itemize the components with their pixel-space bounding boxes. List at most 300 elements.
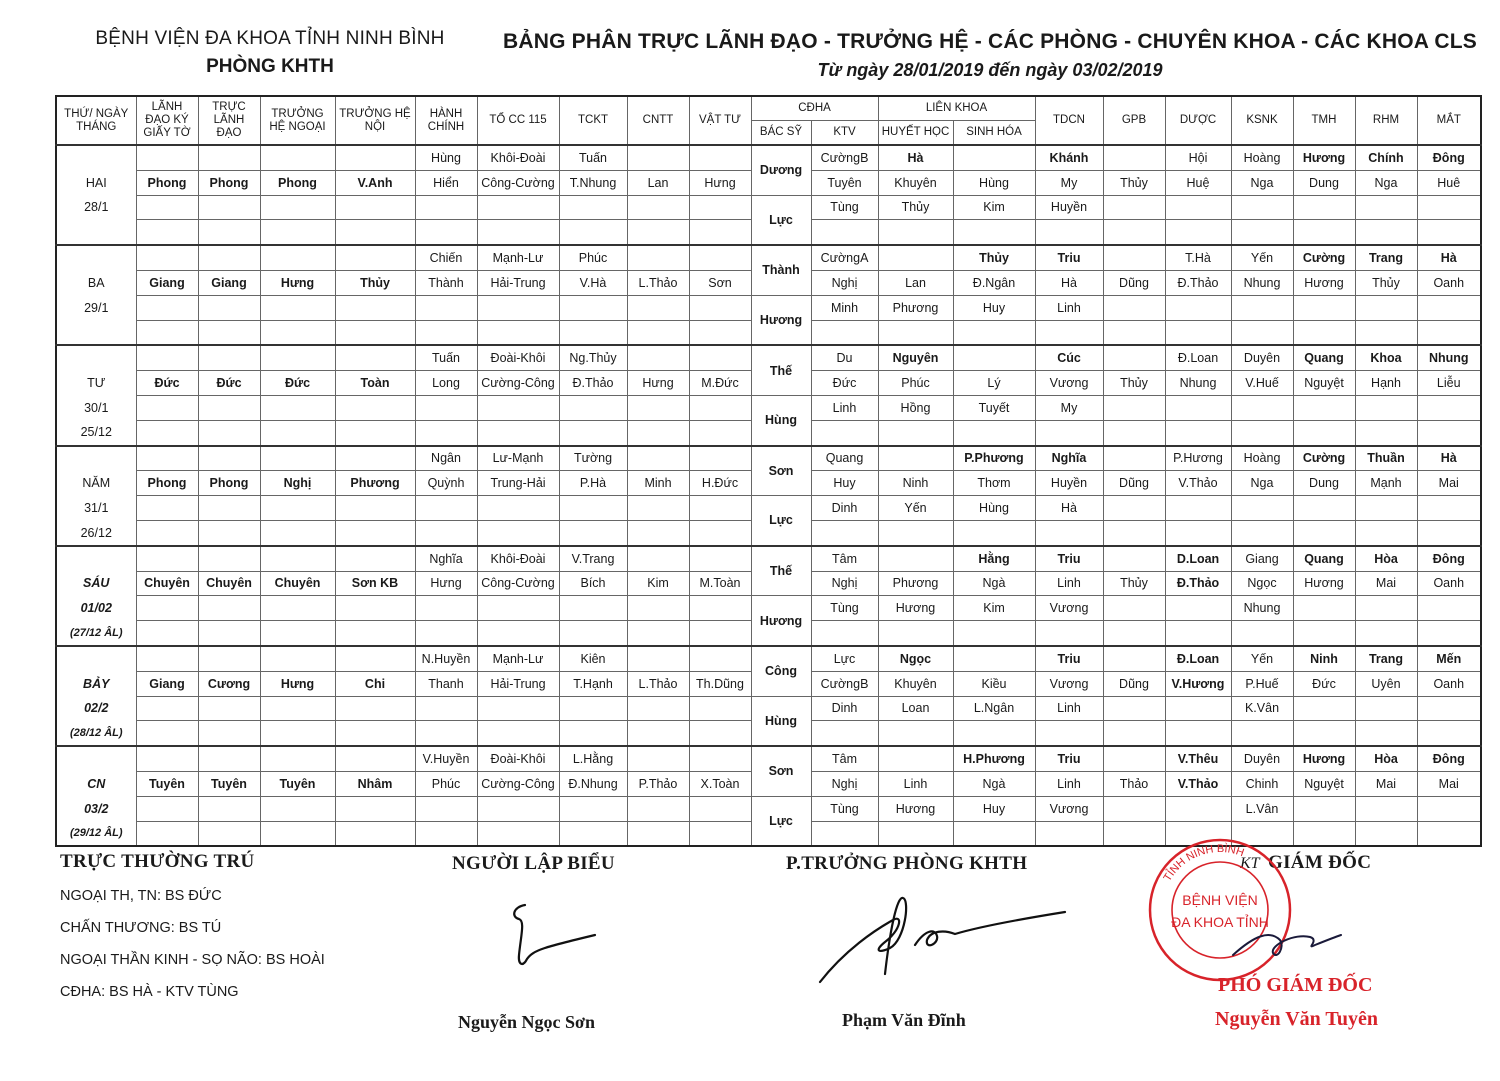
cell-hanh-chinh: N.Huyền bbox=[415, 646, 477, 671]
cell-gpb: Thủy bbox=[1103, 170, 1165, 195]
cell-ktv: Minh bbox=[811, 295, 878, 320]
cell-truong-he-ngoai bbox=[260, 646, 335, 671]
cell-hanh-chinh: Phúc bbox=[415, 771, 477, 796]
cell-ktv: Tâm bbox=[811, 546, 878, 571]
cell-to-cc-115 bbox=[477, 220, 559, 245]
cell-gpb bbox=[1103, 145, 1165, 170]
cell-vat-tu bbox=[689, 496, 751, 521]
cell-truong-he-noi bbox=[335, 721, 415, 746]
cell-vat-tu bbox=[689, 520, 751, 545]
cell-ksnk: P.Huế bbox=[1231, 671, 1293, 696]
col-day: THỨ/ NGÀY THÁNG bbox=[56, 96, 136, 145]
cell-tdcn: Vương bbox=[1035, 796, 1103, 821]
cell-ktv bbox=[811, 621, 878, 646]
resident-line: NGOẠI TH, TN: BS ĐỨC bbox=[60, 888, 222, 904]
cell-gpb bbox=[1103, 295, 1165, 320]
cell-gpb bbox=[1103, 621, 1165, 646]
cell-tdcn: Linh bbox=[1035, 696, 1103, 721]
cell-day: 31/1 bbox=[56, 496, 136, 521]
cell-mat bbox=[1417, 496, 1481, 521]
cell-ksnk bbox=[1231, 520, 1293, 545]
cell-vat-tu bbox=[689, 621, 751, 646]
cell-to-cc-115: Đoài-Khôi bbox=[477, 345, 559, 370]
cell-gpb bbox=[1103, 195, 1165, 220]
col-truong-he-ngoai: TRƯỞNG HỆ NGOẠI bbox=[260, 96, 335, 145]
resident-line: NGOẠI THẦN KINH - SỌ NÃO: BS HOÀI bbox=[60, 952, 325, 968]
cell-lanh-dao-ky bbox=[136, 546, 198, 571]
cell-day bbox=[56, 220, 136, 245]
cell-hanh-chinh bbox=[415, 796, 477, 821]
cell-tdcn: Linh bbox=[1035, 295, 1103, 320]
cell-duoc bbox=[1165, 721, 1231, 746]
cell-gpb bbox=[1103, 796, 1165, 821]
table-row bbox=[56, 696, 1481, 721]
cell-truc-lanh-dao bbox=[198, 295, 260, 320]
cell-rhm: Hạnh bbox=[1355, 371, 1417, 396]
cell-duoc: Huệ bbox=[1165, 170, 1231, 195]
cell-ksnk: V.Huế bbox=[1231, 371, 1293, 396]
cell-duoc: Đ.Loan bbox=[1165, 646, 1231, 671]
cell-truong-he-noi bbox=[335, 195, 415, 220]
cell-bac-sy: Hùng bbox=[751, 395, 811, 445]
col-sinh-hoa: SINH HÓA bbox=[953, 120, 1035, 145]
cell-tdcn bbox=[1035, 220, 1103, 245]
cell-tdcn: Triu bbox=[1035, 646, 1103, 671]
cell-duoc bbox=[1165, 195, 1231, 220]
cell-ktv: CườngB bbox=[811, 671, 878, 696]
col-cdha: CĐHA bbox=[751, 96, 878, 120]
deputy-head-name: Phạm Văn Đĩnh bbox=[842, 1010, 966, 1030]
cell-ksnk: Nga bbox=[1231, 471, 1293, 496]
cell-ksnk bbox=[1231, 721, 1293, 746]
table-row bbox=[56, 546, 1481, 571]
table-row bbox=[56, 345, 1481, 370]
cell-day: 28/1 bbox=[56, 195, 136, 220]
cell-to-cc-115: Cường-Công bbox=[477, 371, 559, 396]
cell-ksnk: K.Vân bbox=[1231, 696, 1293, 721]
cell-cntt bbox=[627, 520, 689, 545]
cell-rhm: Mạnh bbox=[1355, 471, 1417, 496]
cell-rhm: Hòa bbox=[1355, 546, 1417, 571]
cell-ksnk: Ngọc bbox=[1231, 571, 1293, 596]
cell-vat-tu bbox=[689, 320, 751, 345]
cell-vat-tu bbox=[689, 596, 751, 621]
cell-truong-he-ngoai bbox=[260, 721, 335, 746]
cell-truc-lanh-dao bbox=[198, 245, 260, 270]
stamp-line: ĐA KHOA TỈNH bbox=[1171, 914, 1269, 930]
cell-tmh bbox=[1293, 295, 1355, 320]
cell-duoc: P.Hương bbox=[1165, 446, 1231, 471]
cell-vat-tu bbox=[689, 420, 751, 445]
col-huyet-hoc: HUYẾT HỌC bbox=[878, 120, 953, 145]
cell-day: 25/12 bbox=[56, 420, 136, 445]
cell-bac-sy: Thế bbox=[751, 546, 811, 596]
cell-huyet-hoc: Lan bbox=[878, 270, 953, 295]
cell-bac-sy: Công bbox=[751, 646, 811, 696]
cell-mat bbox=[1417, 395, 1481, 420]
cell-hanh-chinh bbox=[415, 520, 477, 545]
cell-cntt bbox=[627, 320, 689, 345]
cell-truc-lanh-dao bbox=[198, 420, 260, 445]
cell-truc-lanh-dao bbox=[198, 220, 260, 245]
cell-day: TƯ bbox=[56, 371, 136, 396]
cell-lanh-dao-ky bbox=[136, 821, 198, 846]
cell-hanh-chinh: Long bbox=[415, 371, 477, 396]
cell-lanh-dao-ky bbox=[136, 721, 198, 746]
cell-huyet-hoc: Ngọc bbox=[878, 646, 953, 671]
cell-tdcn bbox=[1035, 621, 1103, 646]
cell-tdcn: Triu bbox=[1035, 746, 1103, 771]
cell-rhm: Khoa bbox=[1355, 345, 1417, 370]
cell-tckt: Kiên bbox=[559, 646, 627, 671]
cell-vat-tu bbox=[689, 646, 751, 671]
cell-truc-lanh-dao: Cương bbox=[198, 671, 260, 696]
cell-rhm: Hòa bbox=[1355, 746, 1417, 771]
table-row bbox=[56, 395, 1481, 420]
cell-sinh-hoa: Tuyết bbox=[953, 395, 1035, 420]
cell-ksnk bbox=[1231, 420, 1293, 445]
date-range: Từ ngày 28/01/2019 đến ngày 03/02/2019 bbox=[817, 60, 1163, 80]
cell-tdcn: Triu bbox=[1035, 245, 1103, 270]
cell-lanh-dao-ky: Phong bbox=[136, 170, 198, 195]
cell-tckt: Bích bbox=[559, 571, 627, 596]
cell-bac-sy: Sơn bbox=[751, 746, 811, 796]
cell-cntt bbox=[627, 821, 689, 846]
cell-truong-he-noi bbox=[335, 646, 415, 671]
cell-cntt bbox=[627, 746, 689, 771]
cell-lanh-dao-ky bbox=[136, 295, 198, 320]
cell-ktv: Nghị bbox=[811, 270, 878, 295]
cell-truong-he-noi: Phương bbox=[335, 471, 415, 496]
cell-mat bbox=[1417, 596, 1481, 621]
cell-vat-tu: Th.Dũng bbox=[689, 671, 751, 696]
cell-rhm bbox=[1355, 621, 1417, 646]
cell-ksnk bbox=[1231, 496, 1293, 521]
cell-mat bbox=[1417, 320, 1481, 345]
cell-tdcn: Linh bbox=[1035, 771, 1103, 796]
cell-truong-he-ngoai: Phong bbox=[260, 170, 335, 195]
cell-truc-lanh-dao bbox=[198, 345, 260, 370]
cell-lanh-dao-ky bbox=[136, 796, 198, 821]
cell-sinh-hoa: Huy bbox=[953, 295, 1035, 320]
cell-sinh-hoa bbox=[953, 345, 1035, 370]
cell-rhm: Uyên bbox=[1355, 671, 1417, 696]
cell-ktv bbox=[811, 821, 878, 846]
cell-lanh-dao-ky bbox=[136, 496, 198, 521]
cell-mat bbox=[1417, 821, 1481, 846]
cell-to-cc-115: Trung-Hải bbox=[477, 471, 559, 496]
cell-truong-he-ngoai bbox=[260, 395, 335, 420]
cell-tdcn bbox=[1035, 320, 1103, 345]
cell-tmh: Cường bbox=[1293, 245, 1355, 270]
cell-cntt bbox=[627, 420, 689, 445]
cell-huyet-hoc bbox=[878, 245, 953, 270]
cell-to-cc-115: Hải-Trung bbox=[477, 270, 559, 295]
cell-lanh-dao-ky bbox=[136, 320, 198, 345]
resident-title: TRỰC THƯỜNG TRÚ bbox=[60, 851, 255, 872]
cell-bac-sy: Hương bbox=[751, 596, 811, 646]
cell-huyet-hoc: Phương bbox=[878, 571, 953, 596]
col-hanh-chinh: HÀNH CHÍNH bbox=[415, 96, 477, 145]
cell-cntt: Hưng bbox=[627, 371, 689, 396]
cell-gpb bbox=[1103, 320, 1165, 345]
cell-lanh-dao-ky bbox=[136, 145, 198, 170]
cell-rhm bbox=[1355, 696, 1417, 721]
cell-tdcn bbox=[1035, 420, 1103, 445]
cell-ktv bbox=[811, 420, 878, 445]
cell-ksnk bbox=[1231, 295, 1293, 320]
cell-truc-lanh-dao bbox=[198, 496, 260, 521]
col-mat: MẮT bbox=[1417, 96, 1481, 145]
cell-huyet-hoc: Hồng bbox=[878, 395, 953, 420]
cell-ktv: Đức bbox=[811, 371, 878, 396]
cell-gpb bbox=[1103, 596, 1165, 621]
cell-huyet-hoc: Hà bbox=[878, 145, 953, 170]
cell-truong-he-ngoai: Hưng bbox=[260, 671, 335, 696]
cell-huyet-hoc: Yến bbox=[878, 496, 953, 521]
cell-ksnk: Nhung bbox=[1231, 596, 1293, 621]
cell-huyet-hoc: Khuyên bbox=[878, 671, 953, 696]
cell-to-cc-115: Công-Cường bbox=[477, 170, 559, 195]
table-row bbox=[56, 295, 1481, 320]
cell-hanh-chinh: Nghĩa bbox=[415, 546, 477, 571]
cell-truc-lanh-dao bbox=[198, 520, 260, 545]
cell-mat bbox=[1417, 420, 1481, 445]
cell-mat bbox=[1417, 195, 1481, 220]
col-gpb: GPB bbox=[1103, 96, 1165, 145]
cell-ksnk: Hoàng bbox=[1231, 446, 1293, 471]
cell-hanh-chinh: Thành bbox=[415, 270, 477, 295]
cell-lanh-dao-ky: Giang bbox=[136, 270, 198, 295]
cell-day: (29/12 ÂL) bbox=[56, 821, 136, 846]
cell-tckt bbox=[559, 320, 627, 345]
col-rhm: RHM bbox=[1355, 96, 1417, 145]
cell-tckt bbox=[559, 195, 627, 220]
cell-cntt: Kim bbox=[627, 571, 689, 596]
cell-tckt: Phúc bbox=[559, 245, 627, 270]
cell-gpb bbox=[1103, 395, 1165, 420]
cell-mat: Mai bbox=[1417, 771, 1481, 796]
cell-sinh-hoa bbox=[953, 420, 1035, 445]
cell-truc-lanh-dao: Đức bbox=[198, 371, 260, 396]
cell-vat-tu bbox=[689, 220, 751, 245]
cell-lanh-dao-ky bbox=[136, 345, 198, 370]
cell-ksnk: Yến bbox=[1231, 646, 1293, 671]
cell-lanh-dao-ky bbox=[136, 220, 198, 245]
cell-lanh-dao-ky: Tuyên bbox=[136, 771, 198, 796]
cell-bac-sy: Thành bbox=[751, 245, 811, 295]
cell-ksnk bbox=[1231, 320, 1293, 345]
cell-truc-lanh-dao bbox=[198, 646, 260, 671]
cell-truong-he-ngoai bbox=[260, 621, 335, 646]
cell-to-cc-115 bbox=[477, 295, 559, 320]
cell-to-cc-115: Khôi-Đoài bbox=[477, 145, 559, 170]
deputy-head-signature bbox=[815, 890, 1075, 990]
deputy-head-title: P.TRƯỞNG PHÒNG KHTH bbox=[786, 853, 1028, 874]
cell-lanh-dao-ky bbox=[136, 596, 198, 621]
cell-hanh-chinh bbox=[415, 821, 477, 846]
cell-lanh-dao-ky bbox=[136, 696, 198, 721]
cell-ktv: Du bbox=[811, 345, 878, 370]
cell-truc-lanh-dao bbox=[198, 446, 260, 471]
cell-sinh-hoa bbox=[953, 320, 1035, 345]
cell-ksnk: Yến bbox=[1231, 245, 1293, 270]
cell-mat bbox=[1417, 621, 1481, 646]
cell-to-cc-115 bbox=[477, 420, 559, 445]
cell-mat bbox=[1417, 520, 1481, 545]
cell-ksnk: Nga bbox=[1231, 170, 1293, 195]
cell-duoc bbox=[1165, 621, 1231, 646]
cell-gpb: Dũng bbox=[1103, 471, 1165, 496]
cell-truc-lanh-dao bbox=[198, 696, 260, 721]
cell-to-cc-115 bbox=[477, 621, 559, 646]
cell-tdcn: Vương bbox=[1035, 671, 1103, 696]
cell-to-cc-115 bbox=[477, 496, 559, 521]
cell-rhm: Thuần bbox=[1355, 446, 1417, 471]
cell-truong-he-ngoai bbox=[260, 696, 335, 721]
cell-ktv: CườngB bbox=[811, 145, 878, 170]
col-to-cc-115: TỔ CC 115 bbox=[477, 96, 559, 145]
cell-gpb: Thủy bbox=[1103, 371, 1165, 396]
cell-ksnk bbox=[1231, 195, 1293, 220]
col-ktv: KTV bbox=[811, 120, 878, 145]
cell-day bbox=[56, 646, 136, 671]
cell-truong-he-noi: V.Anh bbox=[335, 170, 415, 195]
cell-cntt bbox=[627, 345, 689, 370]
cell-ktv: Dinh bbox=[811, 496, 878, 521]
cell-to-cc-115 bbox=[477, 696, 559, 721]
cell-tmh: Hương bbox=[1293, 746, 1355, 771]
cell-vat-tu bbox=[689, 395, 751, 420]
cell-huyet-hoc bbox=[878, 821, 953, 846]
cell-truc-lanh-dao bbox=[198, 746, 260, 771]
cell-to-cc-115 bbox=[477, 821, 559, 846]
cell-cntt bbox=[627, 195, 689, 220]
cell-huyet-hoc: Linh bbox=[878, 771, 953, 796]
cell-rhm: Chính bbox=[1355, 145, 1417, 170]
cell-tckt: L.Hằng bbox=[559, 746, 627, 771]
cell-mat: Huê bbox=[1417, 170, 1481, 195]
cell-tckt bbox=[559, 520, 627, 545]
cell-truc-lanh-dao: Phong bbox=[198, 471, 260, 496]
cell-hanh-chinh: Thanh bbox=[415, 671, 477, 696]
col-truc-lanh-dao: TRỰC LÃNH ĐẠO bbox=[198, 96, 260, 145]
cell-tckt: P.Hà bbox=[559, 471, 627, 496]
cell-tckt: T.Hạnh bbox=[559, 671, 627, 696]
cell-duoc: Đ.Thảo bbox=[1165, 270, 1231, 295]
department-name: PHÒNG KHTH bbox=[206, 56, 334, 77]
cell-tckt: Đ.Thảo bbox=[559, 371, 627, 396]
cell-huyet-hoc bbox=[878, 746, 953, 771]
stamp-line: BỆNH VIỆN bbox=[1182, 892, 1258, 908]
stamp-ring-text: TỈNH NINH BÌNH bbox=[1161, 842, 1246, 884]
cell-truong-he-ngoai: Hưng bbox=[260, 270, 335, 295]
cell-cntt bbox=[627, 496, 689, 521]
table-row bbox=[56, 145, 1481, 170]
cell-day: (28/12 ÂL) bbox=[56, 721, 136, 746]
table-row bbox=[56, 746, 1481, 771]
cell-day bbox=[56, 546, 136, 571]
cell-gpb bbox=[1103, 446, 1165, 471]
cell-day: 01/02 bbox=[56, 596, 136, 621]
cell-duoc bbox=[1165, 796, 1231, 821]
cell-day: BA bbox=[56, 270, 136, 295]
cell-huyet-hoc bbox=[878, 721, 953, 746]
cell-truong-he-ngoai bbox=[260, 496, 335, 521]
cell-ktv: Huy bbox=[811, 471, 878, 496]
cell-to-cc-115: Công-Cường bbox=[477, 571, 559, 596]
resident-list bbox=[60, 888, 325, 1016]
table-row bbox=[56, 646, 1481, 671]
cell-tmh: Ninh bbox=[1293, 646, 1355, 671]
cell-hanh-chinh bbox=[415, 295, 477, 320]
cell-cntt: L.Thảo bbox=[627, 270, 689, 295]
cell-truong-he-noi: Nhâm bbox=[335, 771, 415, 796]
cell-truong-he-ngoai bbox=[260, 145, 335, 170]
cell-sinh-hoa: Ngà bbox=[953, 571, 1035, 596]
cell-tckt bbox=[559, 821, 627, 846]
cell-gpb bbox=[1103, 646, 1165, 671]
cell-ksnk bbox=[1231, 220, 1293, 245]
cell-hanh-chinh bbox=[415, 596, 477, 621]
cell-day bbox=[56, 746, 136, 771]
cell-sinh-hoa bbox=[953, 520, 1035, 545]
director-signature bbox=[1225, 915, 1345, 975]
cell-tdcn: Hà bbox=[1035, 496, 1103, 521]
table-row bbox=[56, 796, 1481, 821]
cell-truong-he-ngoai bbox=[260, 546, 335, 571]
cell-duoc bbox=[1165, 596, 1231, 621]
cell-cntt: P.Thảo bbox=[627, 771, 689, 796]
cell-truc-lanh-dao: Giang bbox=[198, 270, 260, 295]
cell-truong-he-ngoai: Chuyên bbox=[260, 571, 335, 596]
cell-duoc: Hội bbox=[1165, 145, 1231, 170]
cell-truong-he-ngoai bbox=[260, 320, 335, 345]
cell-lanh-dao-ky bbox=[136, 520, 198, 545]
cell-cntt bbox=[627, 220, 689, 245]
cell-ksnk: Chinh bbox=[1231, 771, 1293, 796]
cell-vat-tu: M.Toàn bbox=[689, 571, 751, 596]
cell-truong-he-noi bbox=[335, 696, 415, 721]
cell-to-cc-115 bbox=[477, 520, 559, 545]
cell-tckt: Đ.Nhung bbox=[559, 771, 627, 796]
cell-truong-he-ngoai bbox=[260, 520, 335, 545]
cell-sinh-hoa: Hằng bbox=[953, 546, 1035, 571]
cell-truc-lanh-dao bbox=[198, 395, 260, 420]
col-tdcn: TDCN bbox=[1035, 96, 1103, 145]
cell-hanh-chinh bbox=[415, 320, 477, 345]
cell-truong-he-noi bbox=[335, 145, 415, 170]
cell-vat-tu: H.Đức bbox=[689, 471, 751, 496]
cell-truong-he-noi bbox=[335, 295, 415, 320]
cell-truong-he-noi bbox=[335, 621, 415, 646]
cell-tdcn: Khánh bbox=[1035, 145, 1103, 170]
cell-duoc bbox=[1165, 520, 1231, 545]
cell-vat-tu: Sơn bbox=[689, 270, 751, 295]
cell-tckt bbox=[559, 420, 627, 445]
cell-truong-he-noi bbox=[335, 796, 415, 821]
cell-truong-he-noi: Thủy bbox=[335, 270, 415, 295]
cell-tmh: Nguyệt bbox=[1293, 371, 1355, 396]
cell-mat: Oanh bbox=[1417, 671, 1481, 696]
cell-vat-tu bbox=[689, 746, 751, 771]
cell-duoc: V.Hương bbox=[1165, 671, 1231, 696]
cell-rhm bbox=[1355, 821, 1417, 846]
cell-gpb bbox=[1103, 546, 1165, 571]
cell-rhm bbox=[1355, 320, 1417, 345]
cell-mat: Hà bbox=[1417, 245, 1481, 270]
cell-tdcn bbox=[1035, 520, 1103, 545]
